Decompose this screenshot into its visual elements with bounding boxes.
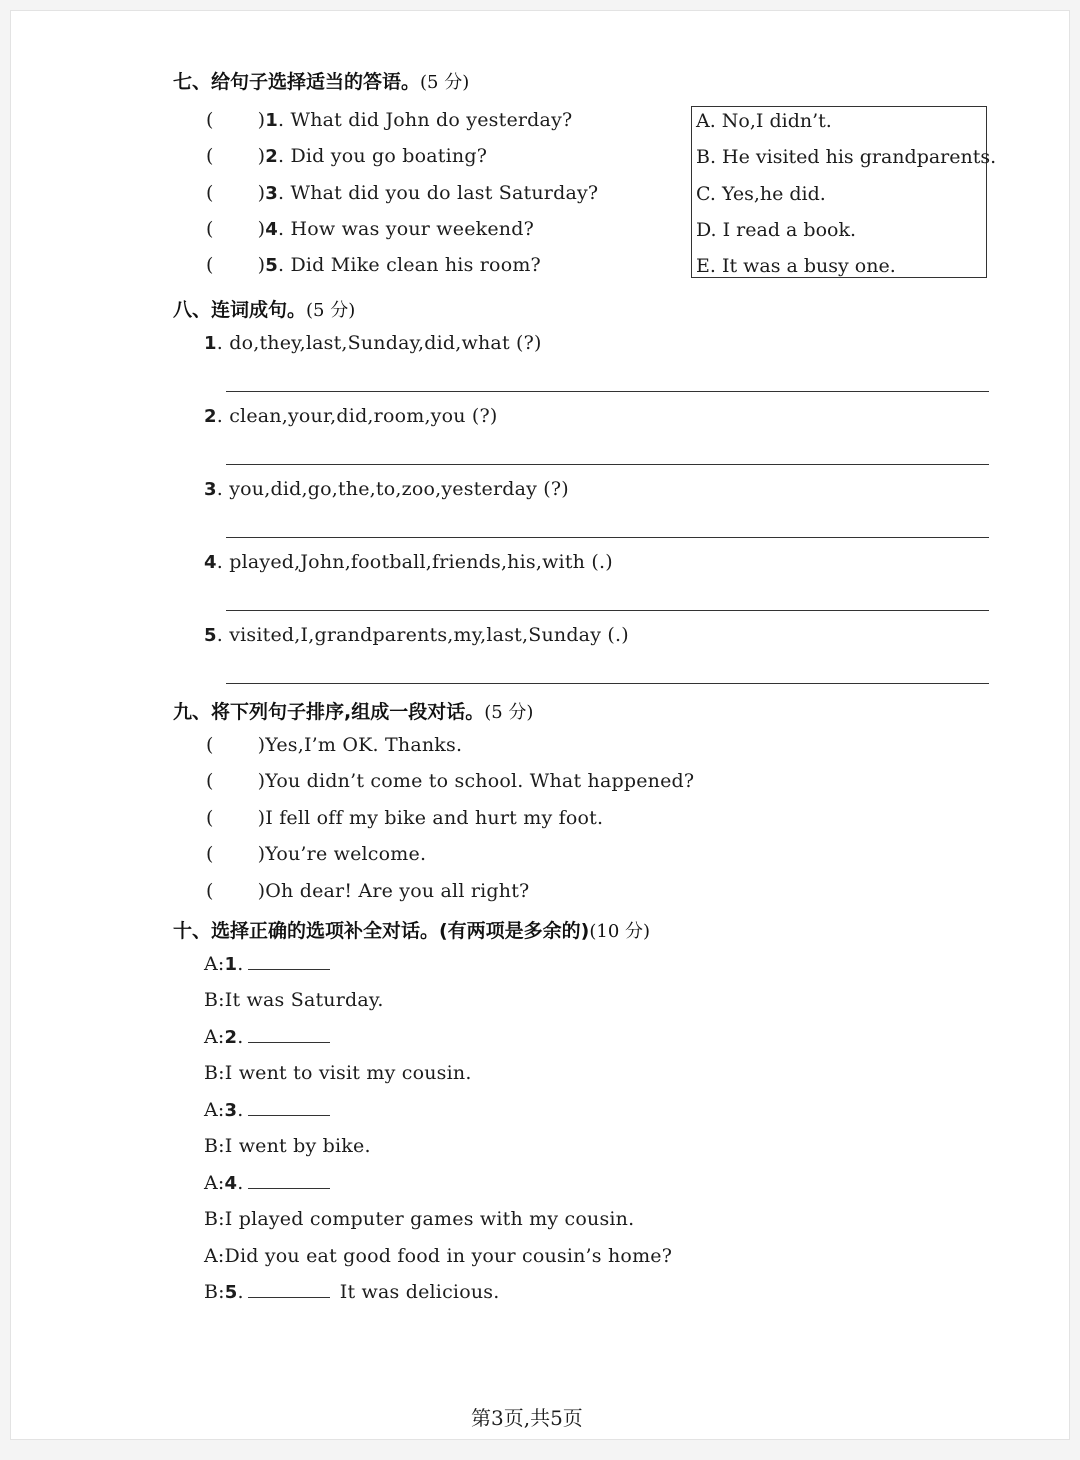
sec9-line-2: ( )You didn’t come to school. What happened? [206, 770, 695, 792]
sec10-line-7 [204, 1172, 330, 1194]
section-9-title: 九、将下列句子排序,组成一段对话。 [173, 701, 485, 723]
section-8-score: (5 分) [306, 300, 356, 321]
sec8-item-1 [204, 332, 542, 354]
sec10-line-9 [204, 1245, 672, 1267]
speaker-label: B: [204, 1135, 225, 1157]
question-number: 5 [265, 255, 278, 276]
sec7-question-1: ( )1. What did John do yesterday? [206, 109, 573, 131]
blank-dot: . [237, 1099, 244, 1121]
worksheet-page [10, 10, 1070, 1440]
sec7-question-5: ( )5. Did Mike clean his room? [206, 254, 541, 276]
sec9-line-5: ( )Oh dear! Are you all right? [206, 880, 530, 902]
sec8-item-2 [204, 405, 498, 427]
sec10-line-6 [204, 1135, 371, 1157]
dialogue-text: I went by bike. [224, 1135, 371, 1157]
sec8-item-5 [204, 624, 629, 646]
blank-dot: . [237, 1026, 244, 1048]
option-b: B. He visited his grandparents. [696, 146, 997, 168]
question-number: 1 [265, 110, 278, 131]
speaker-label: A: [204, 1026, 225, 1048]
section-9-heading [173, 697, 533, 724]
sec10-line-1 [204, 953, 330, 975]
answer-blank[interactable] [248, 1281, 330, 1298]
answer-paren-open[interactable]: ( [206, 254, 214, 276]
section-8-title: 八、连词成句。 [173, 299, 307, 321]
item-number: 4 [204, 552, 217, 573]
dialogue-sentence: I fell off my bike and hurt my foot. [265, 807, 604, 829]
dialogue-sentence: You didn’t come to school. What happened? [265, 770, 695, 792]
question-number: 3 [265, 183, 278, 204]
sec10-line-10 [204, 1281, 499, 1303]
section-10-title: 十、选择正确的选项补全对话。(有两项是多余的) [173, 920, 590, 942]
sec8-answer-line-4[interactable] [226, 610, 989, 611]
question-text: . Did you go boating? [277, 145, 488, 167]
sec8-item-4 [204, 551, 613, 573]
dialogue-text: It was Saturday. [224, 989, 384, 1011]
blank-dot: . [237, 1281, 244, 1303]
sec10-line-8 [204, 1208, 634, 1230]
sec7-question-4: ( )4. How was your weekend? [206, 218, 534, 240]
speaker-label: A: [204, 953, 225, 975]
item-number: 2 [204, 406, 217, 427]
sec10-line-4 [204, 1062, 472, 1084]
option-a: A. No,I didn’t. [696, 110, 832, 132]
item-words: . you,did,go,the,to,zoo,yesterday (?) [216, 478, 569, 500]
section-10-score: (10 分) [589, 921, 651, 942]
question-text: . How was your weekend? [277, 218, 534, 240]
sec7-question-3: ( )3. What did you do last Saturday? [206, 182, 599, 204]
answer-blank[interactable] [248, 1172, 330, 1189]
dialogue-sentence: Yes,I’m OK. Thanks. [265, 734, 463, 756]
dialogue-sentence: Oh dear! Are you all right? [265, 880, 530, 902]
question-text: . What did you do last Saturday? [277, 182, 599, 204]
section-7-heading [173, 67, 469, 94]
answer-paren-open[interactable]: ( [206, 218, 214, 240]
speaker-label: B: [204, 1281, 225, 1303]
page-number-footer: 第3页,共5页 [471, 1406, 583, 1430]
sec9-line-1: ( )Yes,I’m OK. Thanks. [206, 734, 463, 756]
speaker-label: B: [204, 989, 225, 1011]
dialogue-text: I went to visit my cousin. [224, 1062, 472, 1084]
question-text: . Did Mike clean his room? [277, 254, 541, 276]
blank-dot: . [237, 953, 244, 975]
speaker-label: B: [204, 1062, 225, 1084]
question-number: 2 [265, 146, 278, 167]
answer-paren-open[interactable]: ( [206, 109, 214, 131]
sec8-answer-line-1[interactable] [226, 391, 989, 392]
answer-blank[interactable] [248, 953, 330, 970]
blank-dot: . [237, 1172, 244, 1194]
item-number: 3 [204, 479, 217, 500]
item-words: . visited,I,grandparents,my,last,Sunday (.) [216, 624, 629, 646]
question-text: . What did John do yesterday? [277, 109, 573, 131]
speaker-label: A: [204, 1099, 225, 1121]
order-paren-open[interactable]: ( [206, 880, 214, 902]
blank-number: 5 [224, 1282, 238, 1303]
item-number: 5 [204, 625, 217, 646]
sec10-line-5 [204, 1099, 330, 1121]
question-number: 4 [265, 219, 278, 240]
item-words: . played,John,football,friends,his,with (.) [216, 551, 613, 573]
option-e: E. It was a busy one. [696, 255, 896, 277]
dialogue-sentence: You’re welcome. [265, 843, 427, 865]
section-7-score: (5 分) [420, 72, 470, 93]
order-paren-open[interactable]: ( [206, 734, 214, 756]
sec9-line-3: ( )I fell off my bike and hurt my foot. [206, 807, 604, 829]
answer-blank[interactable] [248, 1099, 330, 1116]
sec8-item-3 [204, 478, 569, 500]
speaker-label: A: [204, 1245, 225, 1267]
item-words: . do,they,last,Sunday,did,what (?) [216, 332, 542, 354]
answer-options-box [691, 106, 997, 278]
order-paren-open[interactable]: ( [206, 770, 214, 792]
blank-number: 1 [224, 954, 238, 975]
option-c: C. Yes,he did. [696, 183, 826, 205]
sec8-answer-line-3[interactable] [226, 537, 989, 538]
dialogue-text: Did you eat good food in your cousin’s home? [224, 1245, 673, 1267]
item-words: . clean,your,did,room,you (?) [216, 405, 498, 427]
sec8-answer-line-2[interactable] [226, 464, 989, 465]
option-d: D. I read a book. [696, 219, 856, 241]
section-7-title: 七、给句子选择适当的答语。 [173, 71, 421, 93]
sec10-line-2 [204, 989, 384, 1011]
blank-number: 3 [224, 1100, 238, 1121]
dialogue-text: I played computer games with my cousin. [224, 1208, 635, 1230]
sec10-line-3 [204, 1026, 330, 1048]
sec8-answer-line-5[interactable] [226, 683, 989, 684]
item-number: 1 [204, 333, 217, 354]
sec9-line-4: ( )You’re welcome. [206, 843, 427, 865]
answer-blank[interactable] [248, 1026, 330, 1043]
sec7-question-2: ( )2. Did you go boating? [206, 145, 488, 167]
speaker-label: B: [204, 1208, 225, 1230]
answer-paren-open[interactable]: ( [206, 145, 214, 167]
section-8-heading [173, 295, 355, 322]
order-paren-open[interactable]: ( [206, 807, 214, 829]
blank-number: 2 [224, 1027, 238, 1048]
answer-paren-open[interactable]: ( [206, 182, 214, 204]
section-10-heading [173, 916, 650, 943]
section-9-score: (5 分) [484, 702, 534, 723]
speaker-label: A: [204, 1172, 225, 1194]
blank-number: 4 [224, 1173, 238, 1194]
dialogue-text: It was delicious. [339, 1281, 500, 1303]
order-paren-open[interactable]: ( [206, 843, 214, 865]
